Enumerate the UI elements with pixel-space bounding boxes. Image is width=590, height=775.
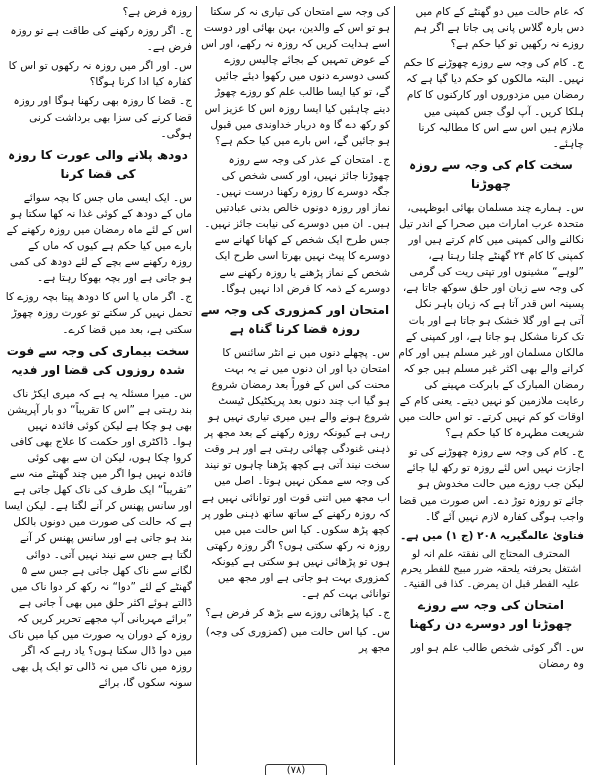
column-middle	[200, 4, 390, 767]
paragraph: ج۔ اگر روزہ رکھنے کی طاقت ہے تو روزہ فرض ہے۔	[10, 25, 192, 54]
paragraph: ج۔ کام کی وجہ سے روزے چھوڑنے کا حکم نہیں۔ البتہ مالکوں کو حکم دیا گیا ہے کہ رمضان میں مزدوروں اور کارکنوں کا کام ہلکا کریں۔ آپ لوگ جس کمپنی میں ملازم ہیں اس سے اس کا مطالبہ کرنا چاہئے۔	[403, 57, 584, 150]
paragraph: فتاویٰ عالمگیریہ ۲۰۸ (ج ۱) میں ہے۔	[400, 529, 584, 542]
arabic-quote: المحترف المحتاج الی نفقتہ علم انہ لو اشتغل بحرفتہ یلحقہ ضرر مبیح للفطر یحرم علیہ الفطر قبل ان یمرض۔ کذا فی القنیۃ۔	[400, 548, 582, 590]
section-heading: سخت کام کی وجہ سے روزہ چھوڑنا	[409, 157, 573, 191]
section-heading: دودھ پلانے والی عورت کا روزہ کی قضا کرنا	[8, 147, 188, 181]
paragraph: ج۔ کام کی وجہ سے روزہ چھوڑنے کی تو اجازت نہیں اس لئے روزہ تو رکھ لیا جائے لیکن جب روزے میں حالت مخدوش ہو جائے تو روزہ توڑ دے۔ اس صورت میں قضا واجب ہوگی کفارہ لازم نہیں آئے گا۔	[399, 446, 584, 523]
section-heading: امتحان کی وجہ سے روزے چھوڑنا اور دوسرے دن رکھنا	[409, 597, 573, 631]
column-divider	[196, 6, 197, 765]
paragraph: س۔ میرا مسئلہ یہ ہے کہ میری ایکڑ ناک بند رہتی ہے ”اس کا تقریباً“ دو بار آپریشن بھی ہو چکا ہے لیکن کوئی فائدہ نہیں ہوا۔ ڈاکٹری اور حکمت کا علاج بھی کافی کروا چکا ہوں، لیکن ان سے بھی کوئی فائدہ نہیں ہوا اگر میں چند گھنٹے منہ سے ”تقریباً“ ایک طرف کی ناک کھل جاتی ہے اور سانس پھنس کر آنے لگتا ہے۔ لیکن ایسا ہے کہ حالت کی صورت میں دونوں بالکل بند ہو جاتی ہے اور سانس پھنس کر آنے لگتا ہے جس سے نیند نہیں آتی۔ دوائی لگانے سے ناک کھل جاتی ہے جس سے ۵ گھنٹے کے لئے ”دوا“ نہ رکھ کر دوا ناک میں ڈالتے ہوئے اکثر حلق میں بھی آ جاتی ہے ”برائے مہربانی آپ مجھے تحریر کریں کہ روزہ کے دوران یہ صورت میں کیا میں ناک میں دوا ڈال سکتا ہوں؟ یاد رہے کہ اگر روزہ میں ناک میں نہ ڈالی تو ایک پل بھی سونہ سکوں گا، برائے	[4, 387, 192, 690]
paragraph: کی وجہ سے امتحان کی تیاری نہ کر سکتا ہو تو اس کے والدین، بہن بھائی اور دوست اسے ہدایت کریں کہ روزہ نہ رکھے، اور اس کے عوض تمہیں کے بجائے چالیس روزے کسی دوسرے دنوں میں رکھوا دیئے جائیں گے، تو کیا ایسا طالب علم کو روزے چھوڑ دینے چاہئیں کیا ایسا روزہ اس کا عزیز اس کو رکھ دے گا وہ دربار خداوندی میں قبول ہو جائیں گے، اس بارے میں کیا حکم ہے؟	[201, 6, 390, 147]
column-divider	[394, 6, 395, 765]
section-heading: سخت بیماری کی وجہ سے فوت شدہ روزوں کی قضا اور فدیہ	[6, 343, 190, 377]
paragraph: ج۔ امتحان کے عذر کی وجہ سے روزہ چھوڑنا جائز نہیں، اور کسی شخص کی جگہ دوسرے کا روزہ رکھنا درست نہیں۔ نماز اور روزہ دونوں خالص بدنی عبادتیں ہیں۔ ان میں دوسرے کی نیابت جائز نہیں۔ جس طرح ایک شخص کے کھانا کھانے سے دوسرے کا پیٹ نہیں بھرتا اسی طرح ایک شخص کے نماز پڑھنے یا روزہ رکھنے سے دوسرے کے ذمہ کا فرض ادا نہیں ہوگا۔	[204, 153, 390, 295]
column-right	[398, 4, 584, 767]
paragraph: ج۔ اگر ماں یا اس کا دودھ پیتا بچہ روزے کا تحمل نہیں کر سکتے تو عورت روزہ چھوڑ سکتی ہے، بعد میں قضا کرے۔	[5, 291, 192, 336]
paragraph: ج۔ کیا پڑھائی روزے سے بڑھ کر فرض ہے؟	[205, 607, 390, 620]
paragraph: س۔ اگر کوئی شخص طالب علم ہو اور وہ رمضان	[410, 641, 584, 670]
paragraph: س۔ ایک ایسی ماں جس کا بچہ سوائے ماں کے دودھ کے کوئی غذا نہ کھا سکتا ہو اس کے لئے ماہ رمضان میں روزہ رکھنے کے بارے میں کیا حکم ہے کیوں کہ ماں کے روزہ رکھنے سے بچے کے لئے دودھ کی کمی ہو جاتی ہے اور بچہ بھوکا رہتا ہے۔	[6, 191, 192, 285]
paragraph: ج۔ قضا کا روزہ بھی رکھنا ہوگا اور روزہ قضا کرنے کی سزا بھی برداشت کرنی ہوگی۔	[13, 95, 192, 140]
column-left	[4, 4, 192, 767]
paragraph: س۔ کیا اس حالت میں (کمزوری کی وجہ) مجھ پر	[205, 626, 390, 655]
paragraph: کہ عام حالت میں دو گھنٹے کے کام میں دس بارہ گلاس پانی پی جاتا ہے اگر ہم روزے نہ رکھیں تو کیا حکم ہے؟	[413, 6, 584, 51]
page-number: (۷۸)	[265, 764, 327, 775]
paragraph: س۔ اور اگر میں روزہ نہ رکھوں تو اس کا کفارہ کیا ادا کرنا ہوگا؟	[8, 60, 192, 89]
section-heading: امتحان اور کمزوری کی وجہ سے روزہ قضا کرنا گناہ ہے	[200, 302, 390, 336]
paragraph: س۔ ہمارے چند مسلمان بھائی ابوظہبی، متحدہ عرب امارات میں صحرا کے اندر تیل نکالنے والی کمپنی میں کام کرتے ہیں اور کمپنی کا کام ۲۴ گھنٹے چلتا رہتا ہے، ”لوہے“ مشینوں اور تپتی ریت کی گرمی کی وجہ سے زبان اور حلق سوکھ جاتا ہے، پسینہ اس قدر آتا ہے کہ زبان باہر نکل آتی ہے اور گلا خشک ہو جاتا ہے اور بات تک کرنا مشکل ہو جاتا ہے، اور کمپنی کے مالکان مسلمان اور غیر مسلم ہیں اور کام کرانے والے بھی اکثر غیر مسلم ہیں جو کہ رمضان المبارک کے بابرکت مہینے کی رعایت ملازمین کو نہیں دیتے۔ یعنی کام کے اوقات کو کم نہیں کرتے۔ تو اس حالت میں شریعت مطہرہ کا کیا حکم ہے؟	[398, 201, 584, 440]
paragraph: روزہ فرض ہے؟	[122, 6, 192, 18]
paragraph: س۔ پچھلے دنوں میں نے انٹر سائنس کا امتحان دیا اور ان دنوں میں نے یہ بہت محنت کی اس کے فوراً بعد رمضان شروع ہو گیا اب چند دنوں بعد پریکٹیکل ٹیسٹ شروع ہونے والے ہیں میری تیاری نہیں ہو رہی ہے کیونکہ روزہ رکھنے کے بعد مجھ پر ذہنی غنودگی چھائی رہتی ہے اور ہر وقت سخت نیند آتی ہے کچھ پڑھنا چاہوں تو نیند کی وجہ سے ممکن نہیں ہوتا۔ اصل میں اب مجھ میں اتنی قوت اور توانائی نہیں ہے کہ روزہ رکھنے کے ساتھ ساتھ ذہنی طور پر کچھ پڑھ سکوں۔ کیا اس حالت میں میں روزہ نہ رکھ سکتی ہوں؟ اگر روزہ رکھتی ہوں تو پڑھائی نہیں ہو سکتی ہے کیونکہ کمزوری بہت ہو جاتی ہے اور مجھ میں توانائی بہت کم ہے۔	[201, 346, 390, 601]
